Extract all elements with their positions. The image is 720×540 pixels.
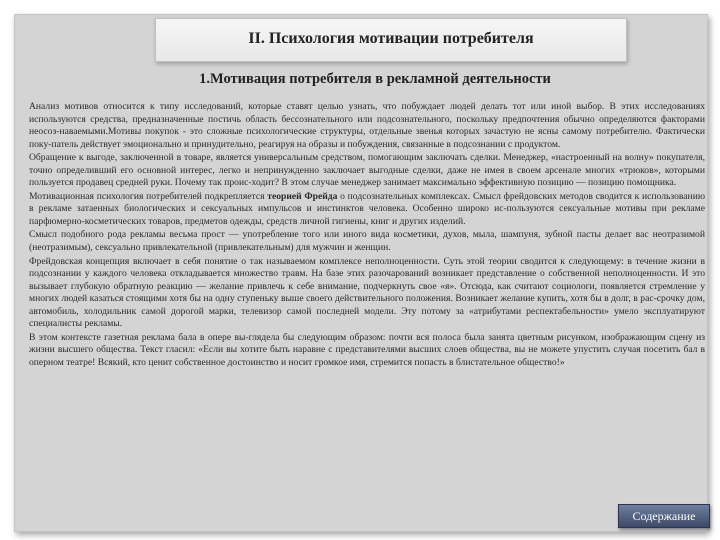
paragraph-inferiority-complex: Фрейдовская концепция включает в себя понятие о так называемом комплексе неполноценности. Суть этой теории сводится к следующему: в течение жизни в подсознании у каждого человека откладывается множество травм. На базе этих разочарований возникает представление о собственной неполноценности. И это вызывает глубокую обратную реакцию — желание привлечь к себе внимание, подчеркнуть свое «я». Отсюда, как считают социологи, появляется стремление у многих людей казаться стоящими хотя бы на одну ступеньку выше своего действительного положения. Возникает желание купить, хотя бы в долг, в рас-срочку дом, автомобиль, холодильник самой дорогой марки, телевизор самой последней модели. Эту потому за «атрибутами респектабельности» умело эксплуатируют специалисты рекламы. bbox=[29, 255, 705, 330]
freud-theory-emphasis: теорией Фрейда bbox=[267, 190, 338, 202]
paragraph-freud-theory bbox=[29, 191, 705, 229]
paragraph-freud-text-start: Мотивационная психология потребителей подкрепляется bbox=[29, 190, 268, 202]
paragraph-freud-text-end: о подсознательных комплексах. Смысл фрейдовских методов сводится к использованию в рекламе затаенных биологических и сексуальных импульсов и инстинктов человека. Особенно широко ис-пользуются сексуальные мотивы при рекламе парфюмерно-косметических товаров, предметов одежды, средств личной гигиены, книг и других изделий. bbox=[29, 190, 705, 227]
section-subtitle: 1.Мотивация потребителя в рекламной деятельности bbox=[199, 71, 551, 87]
body-text bbox=[29, 101, 705, 370]
paragraph-opera-ad: В этом контексте газетная реклама бала в опере вы-глядела бы следующим образом: почти вся полоса была занята цветным рисунком, изображающим сцену из жизни высшего общества. Текст гласил: «Если вы хотите быть наравне с представителями высших слоев общества, вы не можете упустить случая посетить бал в оперном театре! Всякий, кто ценит собственное достоинство и носит громкое имя, стремится попасть в блистательное общество!» bbox=[29, 331, 705, 368]
content-panel bbox=[14, 14, 708, 532]
paragraph-motive-analysis: Анализ мотивов относится к типу исследований, которые ставят целью узнать, что побуждает людей делать тот или иной выбор. В этих исследованиях используются средства, предназначенные постичь область бессознательного или подсознательного, поскольку предпочтения обычно определяются факторами неосоз-наваемыми.Мотивы покупок - это сложные психологические структуры, отдельные звенья которых зачастую не ясны самому потребителю. Фактически поку-патель действует эмоционально и принудительно, реагируя на образы и побуждения, связанные в подсознании с продуктом. bbox=[29, 101, 705, 150]
title-box bbox=[155, 18, 627, 62]
paragraph-cosmetics-ads: Смысл подобного рода рекламы весьма прост — употребление того или иного вида косметики, духов, мыла, шампуня, зубной пасты делает вас неотразимой (неотразимым), сексуально привлекательной (привлекательным) для мужчин и женщин. bbox=[29, 229, 705, 254]
paragraph-benefit-appeal: Обращение к выгоде, заключенной в товаре, является универсальным средством, помогающим заключать сделки. Менеджер, «настроенный на волну» покупателя, точно определивший его основной интерес, легко и непринужденно заключает выгодные сделки, даже не имея в своем арсенале многих «трюков», которыми пользуется продавец средней руки. Почему так проис-ходит? В этом случае менеджер занимает максимально эффективную позицию — позицию помощника. bbox=[29, 152, 705, 189]
page-title: II. Психология мотивации потребителя bbox=[248, 30, 534, 47]
contents-button[interactable]: Содержание bbox=[618, 504, 710, 528]
